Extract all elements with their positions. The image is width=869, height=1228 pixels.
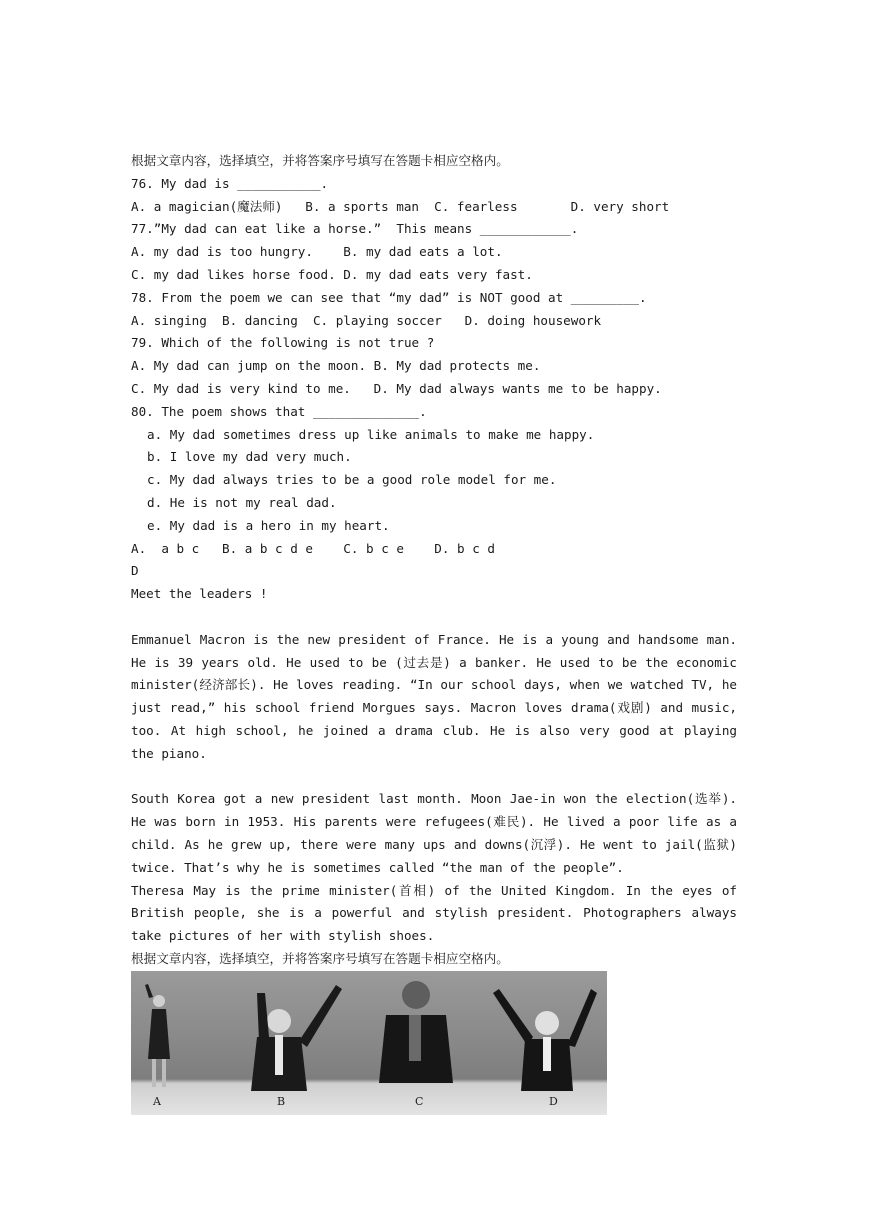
photo-label-b: B: [277, 1094, 286, 1108]
question-79-options-ab: A. My dad can jump on the moon. B. My dad protects me.: [131, 358, 541, 374]
section-letter: D: [131, 563, 139, 579]
question-80-answers: A. a b c B. a b c d e C. b c e D. b c d: [131, 540, 495, 556]
question-77-options-cd: C. my dad likes horse food. D. my dad eats very fast.: [131, 266, 533, 282]
photo-label-c: C: [415, 1094, 424, 1108]
question-77-options-ab: A. my dad is too hungry. B. my dad eats a lot.: [131, 244, 503, 260]
photo-label-d: D: [549, 1094, 558, 1108]
spacer: [131, 766, 741, 789]
option-80-b: b. I love my dad very much.: [147, 449, 352, 465]
instruction-line-2: 根据文章内容，选择填空，并将答案序号填写在答题卡相应空格内。: [131, 950, 509, 966]
option-80-a: a. My dad sometimes dress up like animals to make me happy.: [147, 426, 595, 442]
leaders-photo-drawing: [131, 971, 607, 1115]
paragraph-macron: Emmanuel Macron is the new president of France. He is a young and handsome man. He is 39 years old. He used to be (过去是) a banker. He used to be the economic minister(经济部长). He loves reading. “In our school days, when we watched TV, he just read,” his school friend Morgues says. Macron loves drama(戏剧) and music, too. At high school, he joined a drama club. He is also very good at playing the piano.: [131, 631, 737, 761]
question-79: 79. Which of the following is not true ?: [131, 335, 435, 351]
person-b-figure: [251, 985, 342, 1091]
question-76: 76. My dad is ___________.: [131, 175, 329, 191]
question-77: 77.”My dad can eat like a horse.” This means ____________.: [131, 221, 579, 237]
section-title: Meet the leaders !: [131, 586, 268, 602]
paragraph-may: Theresa May is the prime minister(首相) of the United Kingdom. In the eyes of British people, she is a powerful and stylish president. Photographers always take pictures of her with stylish shoes.: [131, 882, 737, 944]
photo-label-a: A: [153, 1094, 161, 1108]
question-78: 78. From the poem we can see that “my dad” is NOT good at _________.: [131, 289, 647, 305]
person-a-figure: [145, 984, 170, 1087]
option-80-d: d. He is not my real dad.: [147, 494, 337, 510]
person-d-figure: [493, 989, 597, 1091]
document-page: [131, 150, 741, 1115]
person-c-figure: [379, 981, 453, 1083]
question-79-options-cd: C. My dad is very kind to me. D. My dad always wants me to be happy.: [131, 380, 662, 396]
instruction-line: 根据文章内容，选择填空，并将答案序号填写在答题卡相应空格内。: [131, 153, 509, 168]
option-80-c: c. My dad always tries to be a good role model for me.: [147, 472, 557, 488]
leaders-photo: [131, 971, 607, 1115]
question-76-options: A. a magician(魔法师) B. a sports man C. fearless D. very short: [131, 198, 670, 214]
paragraph-moon: South Korea got a new president last month. Moon Jae-in won the election(选举). He was born in 1953. His parents were refugees(难民). He lived a poor life as a child. As he grew up, there were many ups and downs(沉浮). He went to jail(监狱) twice. That’s why he is sometimes called “the man of the people”.: [131, 791, 737, 875]
spacer: [131, 606, 741, 629]
question-78-options: A. singing B. dancing C. playing soccer D. doing housework: [131, 312, 602, 328]
question-80: 80. The poem shows that ______________.: [131, 403, 427, 419]
option-80-e: e. My dad is a hero in my heart.: [147, 517, 390, 533]
